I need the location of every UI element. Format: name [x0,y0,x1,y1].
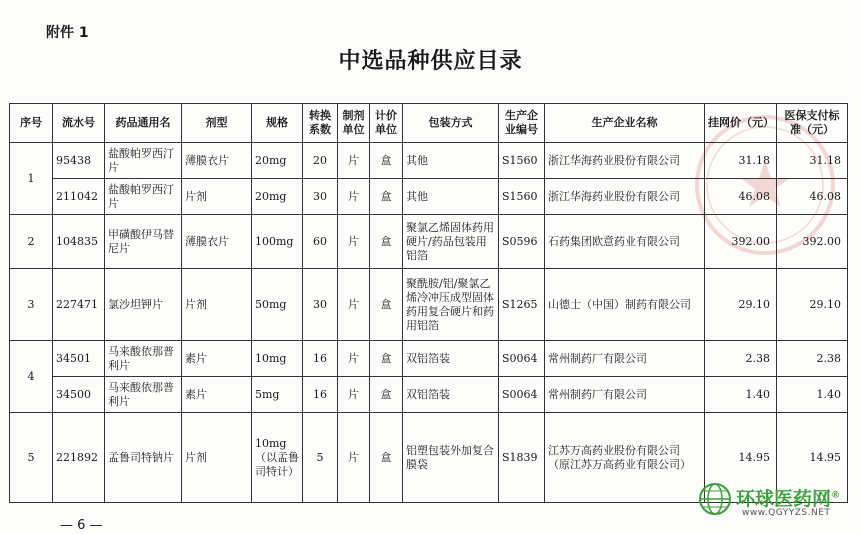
seq-cell: 2 [10,215,53,269]
table-header-row [10,104,848,143]
unit-cell: 片 [338,143,370,179]
table-row [10,341,848,377]
factor-cell: 16 [303,377,338,413]
packaging-cell: 双铝箔装 [403,377,499,413]
packaging-cell: 聚酰胺/铝/聚氯乙烯冷冲压成型固体药用复合硬片和药用铝箔 [403,269,499,341]
serial-cell: 95438 [53,143,105,179]
header-form: 剂型 [182,104,252,143]
mfr-code-cell: S0064 [499,341,545,377]
header-packaging: 包装方式 [403,104,499,143]
header-insurance: 医保支付标准（元） [777,104,848,143]
insurance-cell: 392.00 [777,215,848,269]
insurance-cell: 14.95 [777,413,848,503]
header-seq: 序号 [10,104,53,143]
header-mfr-code: 生产企业编号 [499,104,545,143]
mfr-code-cell: S0064 [499,377,545,413]
mfr-name-cell: 石药集团欧意药业有限公司 [545,215,705,269]
site-watermark [698,482,858,526]
form-cell: 片剂 [182,179,252,215]
header-unit: 制剂单位 [338,104,370,143]
drug-name-cell: 马来酸依那普利片 [105,377,182,413]
serial-cell: 211042 [53,179,105,215]
drug-name-cell: 甲磺酸伊马替尼片 [105,215,182,269]
price-unit-cell: 盒 [370,269,403,341]
unit-cell: 片 [338,269,370,341]
serial-cell: 104835 [53,215,105,269]
header-serial: 流水号 [53,104,105,143]
attachment-label: 附件 1 [46,25,89,41]
mfr-name-cell: 浙江华海药业股份有限公司 [545,179,705,215]
price-cell: 14.95 [705,413,777,503]
drug-name-cell: 孟鲁司特钠片 [105,413,182,503]
factor-cell: 16 [303,341,338,377]
mfr-code-cell: S1839 [499,413,545,503]
page-number: — 6 — [60,518,103,533]
watermark-url: www.QGYYZS.NET [742,508,831,518]
seq-cell: 5 [10,413,53,503]
serial-cell: 34501 [53,341,105,377]
watermark-text: 环球医药网® [736,488,841,510]
form-cell: 薄膜衣片 [182,143,252,179]
insurance-cell: 46.08 [777,179,848,215]
header-price: 挂网价（元） [705,104,777,143]
spec-cell: 100mg [252,215,303,269]
packaging-cell: 双铝箔装 [403,341,499,377]
table-row [10,269,848,341]
table-row [10,143,848,179]
drug-name-cell: 盐酸帕罗西汀片 [105,179,182,215]
table-row [10,215,848,269]
packaging-cell: 其他 [403,179,499,215]
table-row [10,377,848,413]
unit-cell: 片 [338,215,370,269]
form-cell: 片剂 [182,413,252,503]
seq-cell: 3 [10,269,53,341]
mfr-code-cell: S1265 [499,269,545,341]
mfr-name-cell: 常州制药厂有限公司 [545,377,705,413]
mfr-code-cell: S1560 [499,143,545,179]
mfr-name-cell: 常州制药厂有限公司 [545,341,705,377]
price-cell: 29.10 [705,269,777,341]
factor-cell: 5 [303,413,338,503]
spec-cell: 10mg（以孟鲁司特计） [252,413,303,503]
drug-name-cell: 氯沙坦钾片 [105,269,182,341]
header-mfr-name: 生产企业名称 [545,104,705,143]
header-price-unit: 计价单位 [370,104,403,143]
unit-cell: 片 [338,341,370,377]
price-unit-cell: 盒 [370,377,403,413]
price-unit-cell: 盒 [370,341,403,377]
factor-cell: 30 [303,269,338,341]
page-title: 中选品种供应目录 [338,49,523,74]
seq-cell: 4 [10,341,53,413]
drug-name-cell: 马来酸依那普利片 [105,341,182,377]
form-cell: 素片 [182,341,252,377]
serial-cell: 227471 [53,269,105,341]
insurance-cell: 2.38 [777,341,848,377]
spec-cell: 10mg [252,341,303,377]
factor-cell: 60 [303,215,338,269]
price-unit-cell: 盒 [370,215,403,269]
factor-cell: 20 [303,143,338,179]
seq-cell: 1 [10,143,53,215]
spec-cell: 20mg [252,143,303,179]
form-cell: 片剂 [182,269,252,341]
price-unit-cell: 盒 [370,413,403,503]
price-cell: 2.38 [705,341,777,377]
mfr-code-cell: S0596 [499,215,545,269]
mfr-name-cell: 江苏万高药业股份有限公司（原江苏万高药业有限公司） [545,413,705,503]
header-factor: 转换系数 [303,104,338,143]
spec-cell: 20mg [252,179,303,215]
mfr-name-cell: 浙江华海药业股份有限公司 [545,143,705,179]
drug-name-cell: 盐酸帕罗西汀片 [105,143,182,179]
supply-catalog-table [9,103,848,503]
price-cell: 46.08 [705,179,777,215]
price-unit-cell: 盒 [370,143,403,179]
unit-cell: 片 [338,377,370,413]
mfr-name-cell: 山德士（中国）制药有限公司 [545,269,705,341]
price-unit-cell: 盒 [370,179,403,215]
spec-cell: 50mg [252,269,303,341]
mfr-code-cell: S1560 [499,179,545,215]
packaging-cell: 其他 [403,143,499,179]
unit-cell: 片 [338,179,370,215]
header-spec: 规格 [252,104,303,143]
insurance-cell: 31.18 [777,143,848,179]
packaging-cell: 铝塑包装外加复合膜袋 [403,413,499,503]
spec-cell: 5mg [252,377,303,413]
unit-cell: 片 [338,413,370,503]
form-cell: 薄膜衣片 [182,215,252,269]
price-cell: 1.40 [705,377,777,413]
globe-leaf-icon [698,482,732,516]
form-cell: 素片 [182,377,252,413]
serial-cell: 221892 [53,413,105,503]
price-cell: 31.18 [705,143,777,179]
serial-cell: 34500 [53,377,105,413]
header-drug-name: 药品通用名 [105,104,182,143]
factor-cell: 30 [303,179,338,215]
table-row [10,179,848,215]
insurance-cell: 1.40 [777,377,848,413]
packaging-cell: 聚氯乙烯固体药用硬片/药品包装用铝箔 [403,215,499,269]
price-cell: 392.00 [705,215,777,269]
insurance-cell: 29.10 [777,269,848,341]
